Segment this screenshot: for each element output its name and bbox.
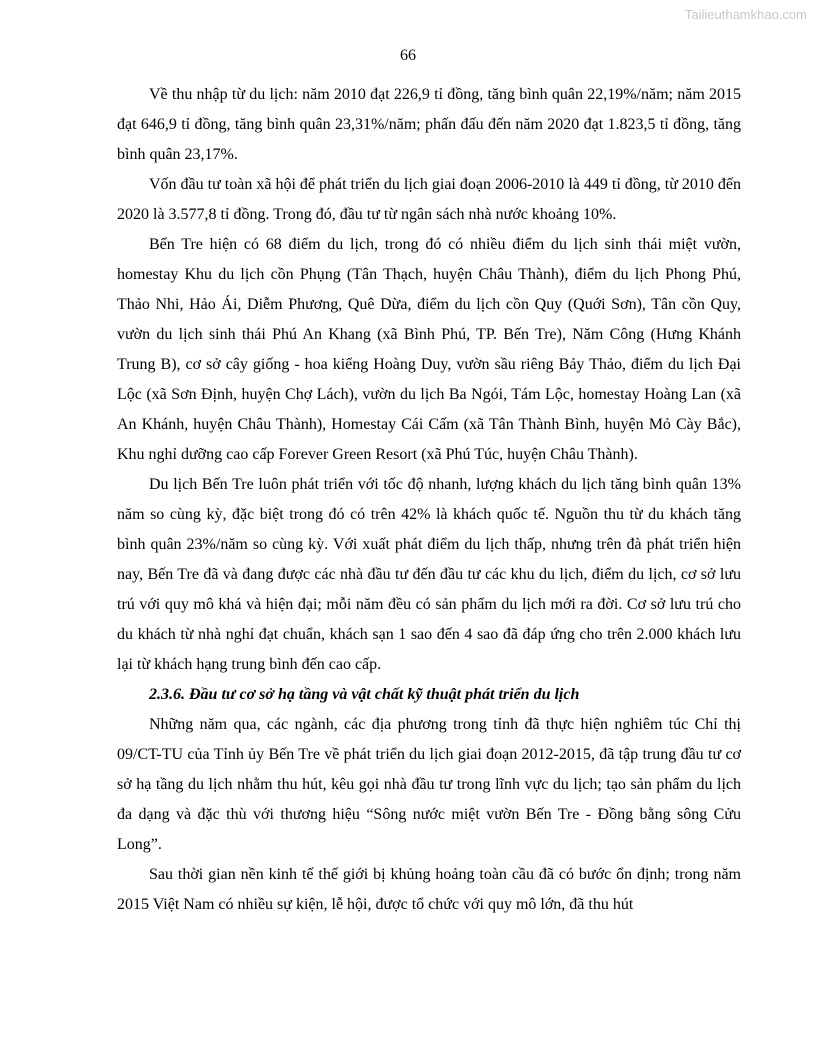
page-number: 66 (400, 47, 416, 64)
paragraph-tourism-growth: Du lịch Bến Tre luôn phát triển với tốc độ nhanh, lượng khách du lịch tăng bình quân 13% năm so cùng kỳ, đặc biệt trong đó có trên 42% là khách quốc tế. Nguồn thu từ du khách tăng bình quân 23%/năm so cùng kỳ. Với xuất phát điểm du lịch thấp, nhưng trên đà phát triển hiện nay, Bến Tre đã và đang được các nhà đầu tư đến đầu tư các khu du lịch, điểm du lịch, cơ sở lưu trú với quy mô khá và hiện đại; mỗi năm đều có sản phẩm du lịch mới ra đời. Cơ sở lưu trú cho du khách từ nhà nghỉ đạt chuẩn, khách sạn 1 sao đến 4 sao đã đáp ứng cho trên 2.000 khách lưu lại từ khách hạng trung bình đến cao cấp. (117, 476, 741, 673)
section-heading: 2.3.6. Đầu tư cơ sở hạ tầng và vật chất kỹ thuật phát triển du lịch (149, 686, 580, 703)
paragraph-tourism-income: Về thu nhập từ du lịch: năm 2010 đạt 226,9 tỉ đồng, tăng bình quân 22,19%/năm; năm 2015 đạt 646,9 tỉ đồng, tăng bình quân 23,31%/năm; phấn đấu đến năm 2020 đạt 1.823,5 tỉ đồng, tăng bình quân 23,17%. (117, 86, 741, 163)
document-body (117, 80, 741, 920)
watermark: Tailieuthamkhao.com (684, 7, 807, 22)
paragraph-investment-capital: Vốn đầu tư toàn xã hội để phát triển du lịch giai đoạn 2006-2010 là 449 tỉ đồng, từ 2010 đến 2020 là 3.577,8 tỉ đồng. Trong đó, đầu tư từ ngân sách nhà nước khoảng 10%. (117, 176, 741, 223)
paragraph-infrastructure-investment: Những năm qua, các ngành, các địa phương trong tỉnh đã thực hiện nghiêm túc Chỉ thị 09/CT-TU của Tỉnh ủy Bến Tre về phát triển du lịch giai đoạn 2012-2015, đã tập trung đầu tư cơ sở hạ tầng du lịch nhằm thu hút, kêu gọi nhà đầu tư trong lĩnh vực du lịch; tạo sản phẩm du lịch đa dạng và đặc thù với thương hiệu “Sông nước miệt vườn Bến Tre - Đồng bằng sông Cửu Long”. (117, 716, 741, 853)
paragraph-economic-recovery: Sau thời gian nền kinh tế thế giới bị khủng hoảng toàn cầu đã có bước ổn định; trong năm 2015 Việt Nam có nhiều sự kiện, lễ hội, được tổ chức với quy mô lớn, đã thu hút (117, 866, 741, 913)
paragraph-tourist-sites: Bến Tre hiện có 68 điểm du lịch, trong đó có nhiều điểm du lịch sinh thái miệt vườn, homestay Khu du lịch cồn Phụng (Tân Thạch, huyện Châu Thành), điểm du lịch Phong Phú, Thảo Nhi, Hảo Ái, Diễm Phương, Quê Dừa, điểm du lịch cồn Quy (Quới Sơn), Tân cồn Quy, vườn du lịch sinh thái Phú An Khang (xã Bình Phú, TP. Bến Tre), Năm Công (Hưng Khánh Trung B), cơ sở cây giống - hoa kiểng Hoàng Duy, vườn sầu riêng Bảy Thảo, điểm du lịch Đại Lộc (xã Sơn Định, huyện Chợ Lách), vườn du lịch Ba Ngói, Tám Lộc, homestay Hoàng Lan (xã An Khánh, huyện Châu Thành), Homestay Cái Cấm (xã Tân Thành Bình, huyện Mỏ Cày Bắc), Khu nghỉ dưỡng cao cấp Forever Green Resort (xã Phú Túc, huyện Châu Thành). (117, 236, 741, 463)
